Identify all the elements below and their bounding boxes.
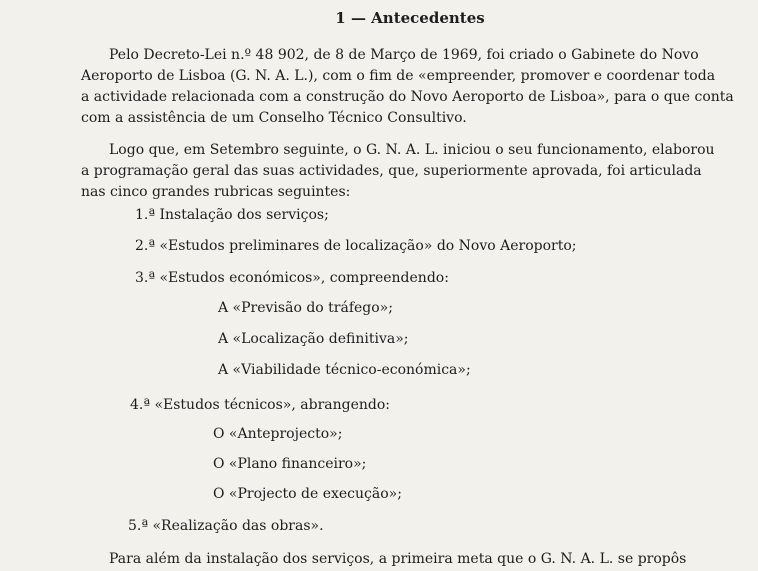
sub-item-4b: O «Plano financeiro»; bbox=[213, 456, 367, 472]
paragraph-line: nas cinco grandes rubricas seguintes: bbox=[81, 184, 351, 200]
list-item-1: 1.ª Instalação dos serviços; bbox=[135, 207, 329, 223]
list-item-5: 5.ª «Realização das obras». bbox=[128, 518, 324, 534]
list-item-4: 4.ª «Estudos técnicos», abrangendo: bbox=[130, 397, 390, 413]
paragraph-line: Aeroporto de Lisboa (G. N. A. L.), com o fim de «empreender, promover e coordenar toda bbox=[81, 68, 716, 84]
sub-item-4c: O «Projecto de execução»; bbox=[213, 486, 402, 502]
sub-item-4a: O «Anteprojecto»; bbox=[213, 426, 343, 442]
sub-item-3b: A «Localização definitiva»; bbox=[218, 331, 409, 347]
paragraph-programming bbox=[81, 140, 721, 203]
paragraph-line: Para além da instalação dos serviços, a primeira meta que o G. N. A. L. se propôs bbox=[109, 551, 687, 567]
sub-item-3c: A «Viabilidade técnico-económica»; bbox=[218, 362, 471, 378]
paragraph-line: a actividade relacionada com a construção do Novo Aeroporto de Lisboa», para o que conta bbox=[81, 89, 734, 105]
sub-item-3a: A «Previsão do tráfego»; bbox=[218, 300, 393, 316]
paragraph-continuation bbox=[81, 549, 758, 570]
paragraph-line: com a assistência de um Conselho Técnico Consultivo. bbox=[81, 110, 467, 126]
paragraph-decree bbox=[81, 45, 734, 129]
paragraph-line: Logo que, em Setembro seguinte, o G. N. A. L. iniciou o seu funcionamento, elaborou bbox=[109, 142, 715, 158]
list-item-2: 2.ª «Estudos preliminares de localização» do Novo Aeroporto; bbox=[135, 238, 577, 254]
section-title: 1 — Antecedentes bbox=[335, 9, 485, 27]
list-item-3: 3.ª «Estudos económicos», compreendendo: bbox=[135, 270, 449, 286]
paragraph-line: Pelo Decreto-Lei n.º 48 902, de 8 de Março de 1969, foi criado o Gabinete do Novo bbox=[109, 47, 699, 63]
paragraph-line: a programação geral das suas actividades, que, superiormente aprovada, foi articulada bbox=[81, 163, 702, 179]
